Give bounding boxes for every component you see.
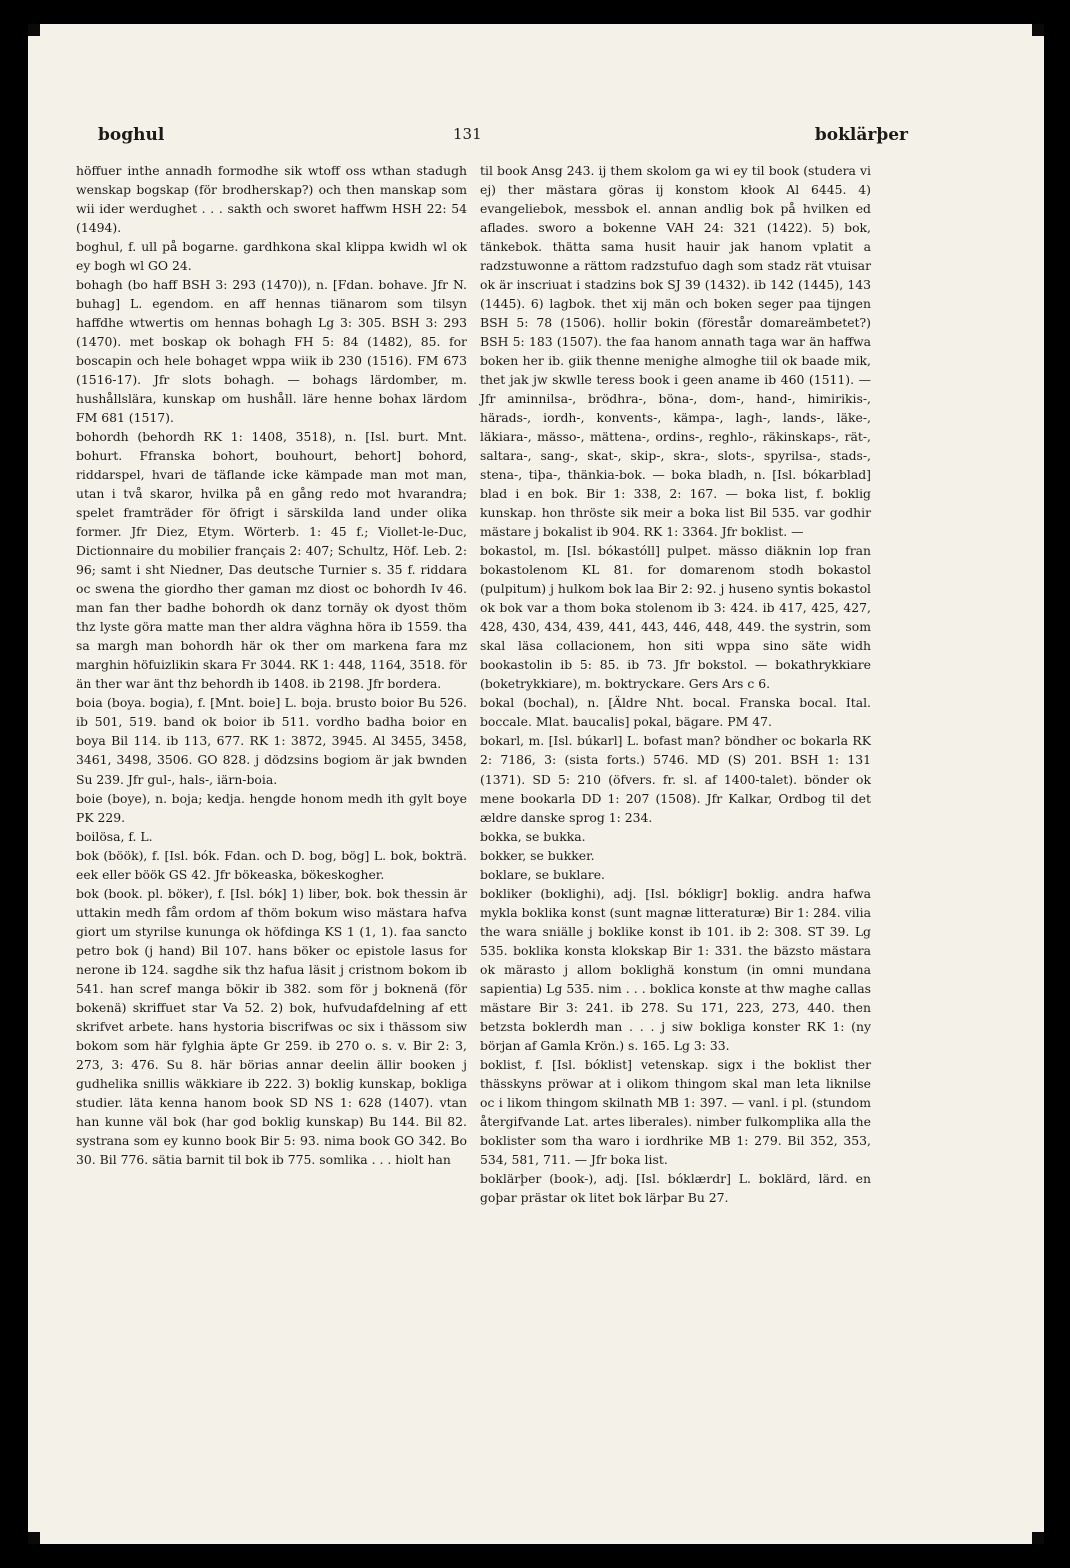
entry-bokastol: bokastol, m. [Isl. bókastóll] pulpet. mässo diäknin lop fran bokastolenom KL 81. for domarenom stodh bokastol (pulpitum) j hulkom bok laa Bir 2: 92. j huseno syntis bokastol ok bok var a thom boka stolenom ib 3: 424. ib 417, 425, 427, 428, 430, 434, 439, 441, 443, 446, 448, 449. the systrin, som skal läsa collacionem, hon siti wppa sino säte widh bookastolin ib 5: 85. ib 73. Jfr bokstol. — bokathrykkiare (boketrykkiare), m. boktryckare. Gers Ars c 6. [480,543,871,692]
entry-boklarper: boklärþer (book-), adj. [Isl. bóklærdr] L. boklärd, lärd. en goþar prästar ok litet bok lärþar Bu 27. [480,1170,871,1205]
entry-boia: boia (boya. bogia), f. [Mnt. boie] L. boja. brusto boior Bu 526. ib 501, 519. band ok boior ib 511. vordho badha boior en boya Bil 114. ib 113, 677. RK 1: 3872, 3945. Al 3455, 3458, 3461, 3498, 3506. GO 828. j dödzsins bogiom är jak bwnden Su 239. Jfr gul-, hals-, iärn-boia. [76,695,467,787]
header-last-word: boklärþer [814,125,908,145]
right-column [480,161,871,1207]
corner-mark-bottom-right [1032,1532,1044,1544]
page-number: 131 [453,125,482,143]
entry-bok-continuation: til book Ansg 243. ij them skolom ga wi ey til book (studera vi ej) ther mästara göras ij konstom kłook Al 6445. 4) evangeliebok, messbok el. annan andlig bok på hvilken ed aflades. sworo a bokenne VAH 24: 321 (1422). 5) bok, tänkebok. thätta sama husit hauir jak hanom vplatit a radzstuwonne a rättom radzstufuo dagh som stadz rät vtuisar ok är inscriuat i stadzins bok SJ 39 (1432). ib 142 (1445), 143 (1445). 6) lagbok. thet xij män och boken seger paa tijngen BSH 5: 78 (1506). hollir bokin (förestår domareämbetet?) BSH 5: 183 (1507). the faa hanom annath taga war än haffwa boken her ib. giik thenne menighe almoghe tiil ok baade mik, thet jak jw skwlle teress book i geen aname ib 460 (1511). — Jfr aminnilsa-, brödhra-, böna-, dom-, hand-, himirikis-, härads-, iordh-, konvents-, kämpa-, lagh-, lands-, läke-, läkiara-, mässo-, mättena-, ordins-, reghlo-, räkinskaps-, rät-, saltara-, sang-, skat-, skip-, skra-, slots-, spyrilsa-, stads-, stena-, tiþa-, thänkia-bok. — boka bladh, n. [Isl. bókarblad] blad i en bok. Bir 1: 338, 2: 167. — boka list, f. boklig kunskap. hon thröste sik meir a boka list Bil 535. var godhir mästare j bokalist ib 904. RK 1: 3364. Jfr boklist. — [480,163,871,540]
corner-mark-bottom-left [28,1532,40,1544]
running-header [98,125,908,155]
entry-bok-book: bok (book. pl. böker), f. [Isl. bók] 1) liber, bok. bok thessin är uttakin medh fåm ordom af thöm bokum wiso mästara hafva giort um styrilse kununga ok höfdinga KS 1 (1, 1). faa sancto petro bok (j hand) Bil 107. hans böker oc epistole lasus for nerone ib 124. sagdhe sik thz hafua läsit j cristnom bokom ib 541. han scref manga bökir ib 382. som för j boknenä (för bokenä) skriffuet star Va 52. 2) bok, hufvudafdelning af ett skrifvet arbete. hans hystoria biscrifwas oc six i thässom siw bokom som här fylghia äpte Gr 259. ib 270 o. s. v. Bir 2: 3, 273, 3: 476. Su 8. här börias annar deelin ällir booken j gudhelika snillis wäkkiare ib 222. 3) boklig kunskap, bokliga studier. läta kenna hanom book SD NS 1: 628 (1407). vtan han kunne väl bok (har god boklig kunskap) Bu 144. Bil 82. systrana som ey kunno book Bir 5: 93. nima book GO 342. Bo 30. Bil 776. sätia barnit til bok ib 775. somlika . . . hiolt han [76,885,467,1167]
entry-boilosa: boilösa, f. L. [76,828,153,844]
corner-mark-top-right [1032,24,1044,36]
entry-bok-tree: bok (böök), f. [Isl. bók. Fdan. och D. bog, bög] L. bok, bokträ. eek eller böök GS 42. Jfr bökeaska, bökeskogher. [76,847,467,882]
entry-boklare: boklare, se buklare. [480,866,605,882]
dictionary-page [28,24,1044,1544]
left-column [76,161,467,1169]
corner-mark-top-left [28,24,40,36]
entry-boklist: boklist, f. [Isl. bóklist] vetenskap. sigx i the boklist ther thässkyns pröwar at i olikom thingom skal man leta liknilse oc i likom thingom skilnath MB 1: 397. — vanl. i pl. (stundom återgifvande Lat. artes liberales). nimber fulkomplika alla the boklister som tha waro i iordhrike MB 1: 279. Bil 352, 353, 534, 581, 711. — Jfr boka list. [480,1056,871,1167]
entry-bokarl: bokarl, m. [Isl. búkarl] L. bofast man? böndher oc bokarla RK 2: 7186, 3: (sista forts.) 5746. MD (S) 201. BSH 1: 131 (1371). SD 5: 210 (öfvers. fr. sl. af 1400-talet). bönder ok mene bookarla DD 1: 207 (1508). Jfr Kalkar, Ordbog til det ældre danske sprog 1: 234. [480,733,871,825]
entry-bohordh: bohordh (behordh RK 1: 1408, 3518), n. [Isl. burt. Mnt. bohurt. Ffranska bohort, bouhourt, behort] bohord, riddarspel, hvari de täflande icke kämpade man mot man, utan i två skaror, hvilka på en gång redo mot hvarandra; spelet framträder för öfrigt i särskilda land under olika former. Jfr Diez, Etym. Wörterb. 1: 45 f.; Viollet-le-Duc, Dictionnaire du mobilier français 2: 407; Schultz, Höf. Leb. 2: 96; samt i sht Niedner, Das deutsche Turnier s. 35 f. riddara oc swena the giordho ther gaman mz diost oc bohordh Iv 46. man fan ther badhe bohordh ok danz tornäy ok dyost thöm thz lyste göra matte man ther aldra väghna höra ib 1559. tha sa margh man bohordh här ok ther om markena fara mz marghin höfuizlikin skara Fr 3044. RK 1: 448, 1164, 3518. för än ther war änt thz behordh ib 1408. ib 2198. Jfr bordera. [76,429,467,692]
entry-bokliker: bokliker (boklighi), adj. [Isl. bókligr] boklig. andra hafwa mykla boklika konst (sunt magnæ litteraturæ) Bir 1: 284. vilia the wara sniälle j boklike konst ib 101. ib 2: 308. ST 39. Lg 535. boklika konsta klokskap Bir 1: 331. the bäzsto mästara ok märasto j allom boklighä konstum (in omni mundana sapientia) Lg 535. nim . . . boklica konste at thw maghe callas mästare Bir 3: 241. ib 278. Su 171, 223, 273, 440. then betzsta boklerdh man . . . j siw bokliga konster RK 1: (ny början af Gamla Krön.) s. 165. Lg 3: 33. [480,885,871,1053]
entry-boie: boie (boye), n. boja; kedja. hengde honom medh ith gylt boye PK 229. [76,790,467,825]
entry-boghul: boghul, f. ull på bogarne. gardhkona skal klippa kwidh wl ok ey bogh wl GO 24. [76,239,467,274]
entry-bokker: bokker, se bukker. [480,847,595,863]
entry-bokka: bokka, se bukka. [480,828,586,844]
entry-bokal: bokal (bochal), n. [Äldre Nht. bocal. Franska bocal. Ital. boccale. Mlat. baucalis] pokal, bägare. PM 47. [480,695,871,730]
entry-continuation: höffuer inthe annadh formodhe sik wtoff oss wthan stadugh wenskap bogskap (för brodherskap?) och then manskap som wii ider werdughet . . . sakth och sworet haffwm HSH 22: 54 (1494). [76,163,467,236]
entry-bohagh: bohagh (bo haff BSH 3: 293 (1470)), n. [Fdan. bohave. Jfr N. buhag] L. egendom. en aff hennas tiänarom som tilsyn haffdhe wtwertis om hennas bohagh Lg 3: 305. BSH 3: 293 (1470). met boskap ok bohagh FH 5: 84 (1482), 85. for boscapin och hele bohaget wppa wiik ib 230 (1516). FM 673 (1516-17). Jfr slots bohagh. — bohags lärdomber, m. hushållslära, kunskap om hushåll. läre henne bohax lärdom FM 681 (1517). [76,277,467,426]
header-first-word: boghul [98,125,165,145]
